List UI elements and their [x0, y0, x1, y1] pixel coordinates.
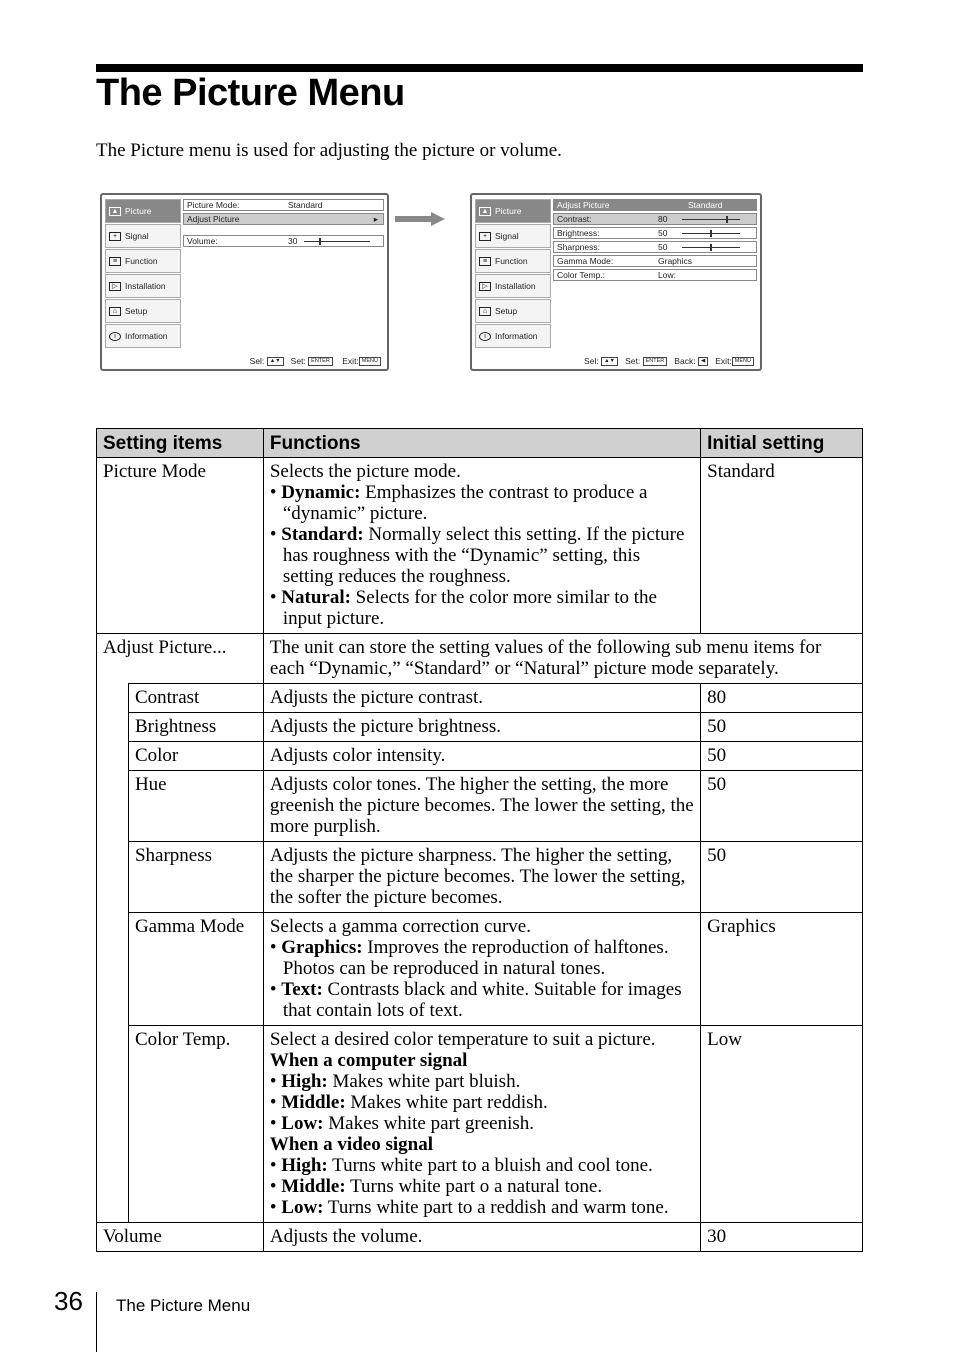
osd-screenshot-main-menu: [100, 193, 389, 371]
cell-initial: Standard: [701, 458, 863, 634]
header-setting-items: Setting items: [97, 429, 264, 458]
footer-title: The Picture Menu: [116, 1296, 251, 1315]
osd-row-contrast: Contrast: 80: [553, 213, 757, 225]
osd-row-color-temp: Color Temp.: Low:: [553, 269, 757, 281]
osd-footer: Sel: ▲▼ Set: ENTER Exit: MENU: [250, 356, 381, 366]
osd-row-volume: Volume: 30: [183, 235, 384, 247]
osd-row-brightness: Brightness: 50: [553, 227, 757, 239]
page-number: 36: [54, 1286, 83, 1316]
table-row-gamma-mode: [97, 913, 863, 1026]
cell-function: Adjusts the volume.: [263, 1223, 700, 1252]
cell-initial: 30: [701, 1223, 863, 1252]
function-icon: ≡: [479, 257, 491, 266]
osd-sidebar-item-signal: + Signal: [105, 224, 181, 248]
information-icon: i: [109, 332, 121, 341]
bullet: • Text: Contrasts black and white. Suitable for images that contain lots of text.: [269, 979, 682, 1021]
table-row-color: [97, 742, 863, 771]
cell-initial: 50: [701, 771, 863, 842]
osd-sidebar-item-picture: ▲ Picture: [475, 199, 551, 223]
osd-sidebar-item-information: i Information: [105, 324, 181, 348]
osd-sidebar-item-signal: + Signal: [475, 224, 551, 248]
cell-item: Color: [128, 742, 263, 771]
bullet: • Middle: Turns white part o a natural tone.: [269, 1176, 603, 1197]
intro-text: The Picture menu is used for adjusting the picture or volume.: [96, 140, 562, 161]
table-row-color-temp: [97, 1026, 863, 1223]
osd-sidebar-item-setup: ⌂ Setup: [475, 299, 551, 323]
cell-initial: Low: [701, 1026, 863, 1223]
cell-function: The unit can store the setting values of the following sub menu items for each “Dynamic,” “Standard” or “Natural” picture mode separately.: [263, 634, 862, 684]
osd-row-adjust-picture: Adjust Picture ▸: [183, 213, 384, 225]
footer-divider: [96, 1292, 97, 1352]
menu-key-icon: MENU: [732, 357, 754, 366]
cell-item: Picture Mode: [97, 458, 264, 634]
table-header-row: [97, 429, 863, 458]
setup-icon: ⌂: [479, 307, 491, 316]
cell-function: Select a desired color temperature to suit a picture. When a computer signal • High: Makes white part bluish. • Middle: Makes white part reddish. • Low: Makes white part greenish. When a video signal • High: Turns white part to a bluish and cool tone. • Middle: Turns white part o a natural tone. • Low: Turns white part to a reddish and warm tone.: [263, 1026, 700, 1223]
cell-function: Adjusts color tones. The higher the setting, the more greenish the picture becomes. The lower the setting, the more purplish.: [263, 771, 700, 842]
subheading-computer-signal: When a computer signal: [269, 1050, 468, 1071]
bullet: • High: Makes white part bluish.: [269, 1071, 521, 1092]
bullet: • Natural: Selects for the color more similar to the input picture.: [269, 587, 657, 629]
osd-sidebar-item-picture: ▲ Picture: [105, 199, 181, 223]
bullet: • Low: Turns white part to a reddish and warm tone.: [269, 1197, 669, 1218]
left-key-icon: ◀: [698, 357, 708, 366]
cell-function: Selects a gamma correction curve. • Graphics: Improves the reproduction of halftones. Photos can be reproduced in natural tones. • Text: Contrasts black and white. Suitable for images that contain lots of text.: [263, 913, 700, 1026]
installation-icon: ▷: [479, 282, 491, 291]
subheading-video-signal: When a video signal: [269, 1134, 433, 1155]
osd-sidebar-item-installation: ▷ Installation: [475, 274, 551, 298]
picture-icon: ▲: [479, 207, 491, 216]
signal-icon: +: [109, 232, 121, 241]
osd-panel: [183, 199, 384, 249]
osd-panel: [553, 199, 757, 283]
cell-function: Adjusts the picture sharpness. The higher the setting, the sharper the picture becomes. The lower the setting, the softer the picture becomes.: [263, 842, 700, 913]
osd-sidebar-item-function: ≡ Function: [105, 249, 181, 273]
up-down-keys-icon: ▲▼: [601, 357, 618, 366]
information-icon: i: [479, 332, 491, 341]
function-icon: ≡: [109, 257, 121, 266]
table-row-hue: [97, 771, 863, 842]
contrast-slider: [682, 219, 740, 220]
bullet: • Dynamic: Emphasizes the contrast to produce a “dynamic” picture.: [269, 482, 648, 524]
osd-footer: Sel: ▲▼ Set: ENTER Back: ◀ Exit: MENU: [584, 356, 754, 366]
osd-row-picture-mode: Picture Mode: Standard: [183, 199, 384, 211]
osd-header-adjust-picture: Adjust Picture Standard: [553, 199, 757, 211]
cell-item: Contrast: [128, 684, 263, 713]
cell-function: Adjusts color intensity.: [263, 742, 700, 771]
cell-initial: Graphics: [701, 913, 863, 1026]
bullet: • Middle: Makes white part reddish.: [269, 1092, 548, 1113]
setup-icon: ⌂: [109, 307, 121, 316]
header-initial-setting: Initial setting: [701, 429, 863, 458]
up-down-keys-icon: ▲▼: [267, 357, 284, 366]
signal-icon: +: [479, 232, 491, 241]
settings-table: [96, 428, 863, 1252]
osd-sidebar-item-setup: ⌂ Setup: [105, 299, 181, 323]
cell-item: Volume: [97, 1223, 264, 1252]
cell-initial: 50: [701, 713, 863, 742]
osd-sidebar: [105, 199, 181, 349]
cell-item: Brightness: [128, 713, 263, 742]
osd-sidebar-item-function: ≡ Function: [475, 249, 551, 273]
menu-key-icon: MENU: [359, 357, 381, 366]
cell-item: Color Temp.: [128, 1026, 263, 1223]
table-row-sharpness: [97, 842, 863, 913]
table-row-brightness: [97, 713, 863, 742]
bullet: • Graphics: Improves the reproduction of halftones. Photos can be reproduced in natural tones.: [269, 937, 669, 979]
osd-row-sharpness: Sharpness: 50: [553, 241, 757, 253]
osd-screenshot-adjust-picture: [470, 193, 762, 371]
osd-sidebar-item-installation: ▷ Installation: [105, 274, 181, 298]
bullet: • Standard: Normally select this setting. If the picture has roughness with the “Dynamic” setting, this setting reduces the roughness.: [269, 524, 685, 587]
arrow-right-icon: [395, 212, 445, 226]
table-row-contrast: [97, 684, 863, 713]
sharpness-slider: [682, 247, 740, 248]
cell-initial: 50: [701, 742, 863, 771]
arrow-right-icon: ▸: [373, 214, 378, 224]
installation-icon: ▷: [109, 282, 121, 291]
cell-initial: 50: [701, 842, 863, 913]
cell-initial: 80: [701, 684, 863, 713]
table-row-adjust-picture: [97, 634, 863, 684]
enter-key-icon: ENTER: [643, 357, 668, 366]
cell-item: Adjust Picture...: [97, 634, 264, 684]
title-rule: [96, 64, 863, 72]
cell-item: Sharpness: [128, 842, 263, 913]
header-functions: Functions: [263, 429, 700, 458]
table-row-volume: [97, 1223, 863, 1252]
osd-row-gamma-mode: Gamma Mode: Graphics: [553, 255, 757, 267]
cell-item: Gamma Mode: [128, 913, 263, 1026]
picture-icon: ▲: [109, 207, 121, 216]
table-row-picture-mode: [97, 458, 863, 634]
bullet: • High: Turns white part to a bluish and cool tone.: [269, 1155, 653, 1176]
osd-sidebar-item-information: i Information: [475, 324, 551, 348]
cell-function: Adjusts the picture contrast.: [263, 684, 700, 713]
bullet: • Low: Makes white part greenish.: [269, 1113, 535, 1134]
cell-function: Selects the picture mode. • Dynamic: Emphasizes the contrast to produce a “dynamic” picture. • Standard: Normally select this setting. If the picture has roughness with the “Dynamic” setting, this setting reduces the roughness. • Natural: Selects for the color more similar to the input picture.: [263, 458, 700, 634]
volume-slider: [304, 241, 370, 242]
cell-item: Hue: [128, 771, 263, 842]
enter-key-icon: ENTER: [308, 357, 333, 366]
cell-function: Adjusts the picture brightness.: [263, 713, 700, 742]
page-title: The Picture Menu: [96, 72, 405, 114]
brightness-slider: [682, 233, 740, 234]
osd-sidebar: [475, 199, 551, 349]
